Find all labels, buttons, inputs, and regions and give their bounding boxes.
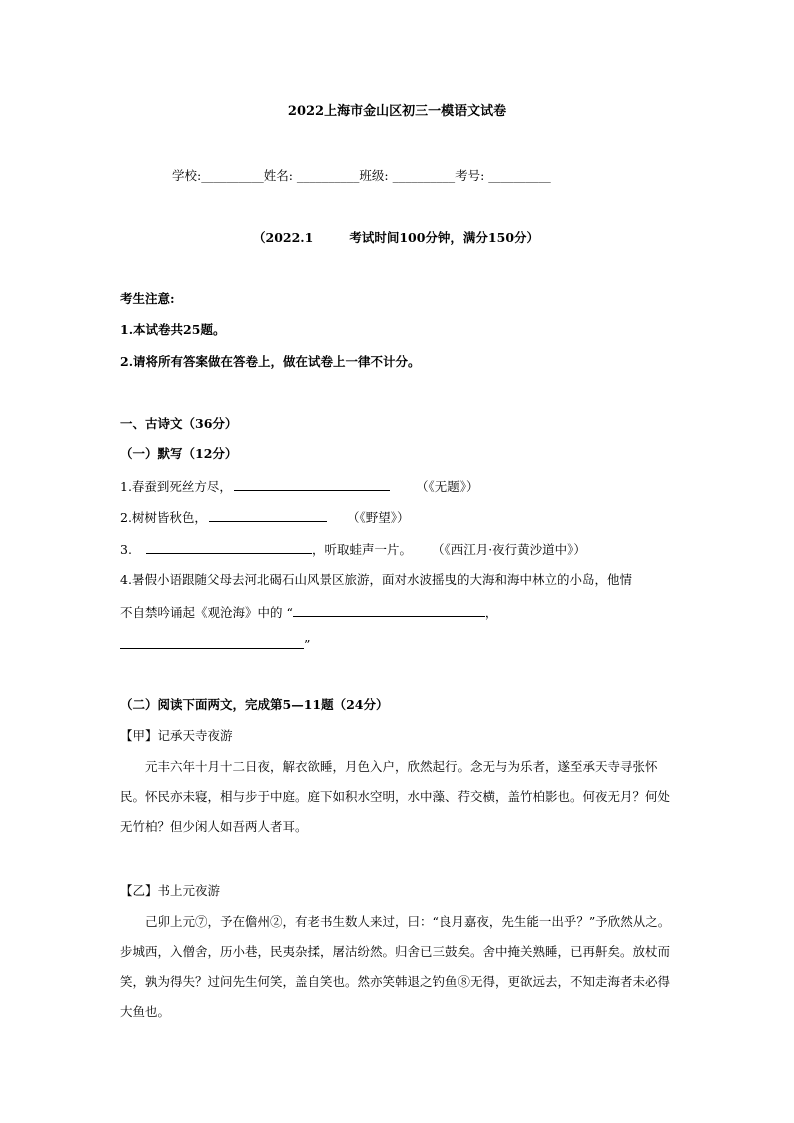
question-number: 3. bbox=[120, 542, 132, 557]
passage-jia-label: 【甲】记承天寺夜游 bbox=[120, 728, 233, 743]
answer-blank[interactable] bbox=[234, 478, 390, 491]
question-text: 不自禁吟诵起《观沧海》中的 “ bbox=[120, 605, 293, 620]
passage-yi-label: 【乙】书上元夜游 bbox=[120, 883, 221, 898]
question-number: 4. bbox=[120, 572, 132, 587]
notice-item: 1.本试卷共25题。 bbox=[120, 322, 226, 337]
exam-duration: 考试时间100分钟，满分150分） bbox=[349, 230, 540, 245]
passage-jia-text: 元丰六年十月十二日夜，解衣欲睡，月色入户，欣然起行。念无与为乐者，遂至承天寺寻张怀民。怀民亦未寝，相与步于中庭。庭下如积水空明，水中藻、荇交横，盖竹柏影也。何夜无月？何处无竹柏？但少闲人如吾两人者耳。 bbox=[120, 759, 671, 834]
notice-heading: 考生注意: bbox=[120, 291, 175, 306]
question-text: ，听取蛙声一片。 bbox=[311, 542, 412, 557]
source-citation: （《野望》） bbox=[346, 510, 410, 525]
student-info-row bbox=[172, 168, 551, 184]
question-4 bbox=[120, 572, 632, 588]
question-3 bbox=[120, 541, 586, 558]
subsection-heading: （二）阅读下面两文，完成第5—11题（24分） bbox=[120, 697, 389, 712]
source-citation: （《西江月·夜行黄沙道中》） bbox=[431, 542, 586, 557]
class-field[interactable]: 班级: __________ bbox=[359, 168, 456, 183]
subsection-heading: （一）默写（12分） bbox=[120, 446, 238, 461]
question-text: 2.树树皆秋色， bbox=[120, 510, 207, 525]
name-field[interactable]: 姓名: __________ bbox=[263, 168, 360, 183]
exam-time-row bbox=[253, 230, 539, 246]
punctuation: ” bbox=[304, 637, 311, 652]
question-2 bbox=[120, 509, 409, 526]
section-heading: 一、古诗文（36分） bbox=[120, 416, 238, 431]
exam-date: （2022.1 bbox=[253, 230, 314, 245]
answer-blank[interactable] bbox=[209, 509, 327, 522]
passage-yi-text: 己卯上元⑦，予在儋州②，有老书生数人来过，曰：“良月嘉夜，先生能一出乎？”予欣然从之。步城西，入僧舍，历小巷，民夷杂揉，屠沽纷然。归舍已三鼓矣。舍中掩关熟睡，已再鼾矣。放杖而笑，孰为得失？过问先生何笑，盖自笑也。然亦笑韩退之钓鱼⑧无得，更欲远去，不知走海者未必得大鱼也。 bbox=[120, 914, 671, 1019]
notice-item: 2.请将所有答案做在答卷上，做在试卷上一律不计分。 bbox=[120, 354, 421, 369]
answer-blank[interactable] bbox=[293, 604, 485, 617]
page-title: 2022上海市金山区初三一模语文试卷 bbox=[287, 104, 507, 119]
question-text: 暑假小语跟随父母去河北碣石山风景区旅游，面对水波摇曳的大海和海中林立的小岛，他情 bbox=[131, 572, 632, 587]
question-4-line-3 bbox=[120, 636, 310, 653]
number-field[interactable]: 考号: __________ bbox=[455, 168, 551, 183]
punctuation: ， bbox=[484, 605, 498, 620]
question-4-line-2 bbox=[120, 604, 497, 621]
question-1 bbox=[120, 478, 478, 495]
answer-blank[interactable] bbox=[120, 636, 304, 649]
question-text: 1.春蚕到死丝方尽， bbox=[120, 479, 232, 494]
source-citation: （《无题》） bbox=[415, 479, 479, 494]
answer-blank[interactable] bbox=[146, 541, 312, 554]
school-field[interactable]: 学校:__________ bbox=[172, 168, 264, 183]
